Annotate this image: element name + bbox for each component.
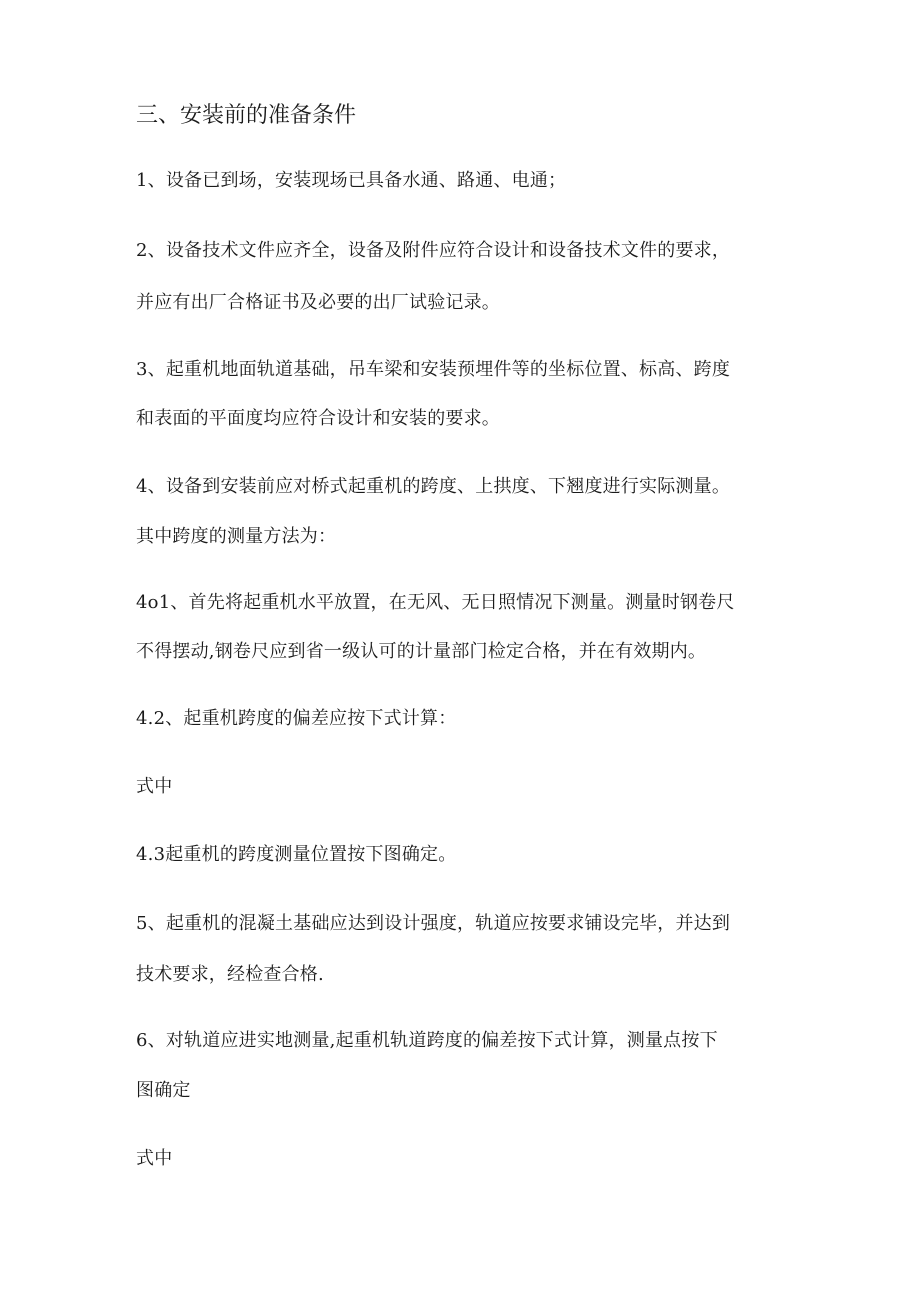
item-4-2-line-1: 4.2、起重机跨度的偏差应按下式计算：: [136, 708, 457, 729]
item-3-line-1: 3、起重机地面轨道基础，吊车梁和安装预埋件等的坐标位置、标高、跨度: [136, 359, 731, 380]
item-4-1-line-1: 4o1、首先将起重机水平放置，在无风、无日照情况下测量。测量时钢卷尺: [136, 592, 735, 613]
item-2-line-2: 并应有出厂合格证书及必要的出厂试验记录。: [136, 292, 500, 313]
item-5-line-2: 技术要求，经检查合格.: [136, 964, 324, 985]
item-1-line-1: 1、设备已到场，安装现场已具备水通、路通、电通；: [136, 170, 567, 191]
item-4-3-line-1: 4.3起重机的跨度测量位置按下图确定。: [136, 844, 457, 865]
item-3-line-2: 和表面的平面度均应符合设计和安装的要求。: [136, 408, 500, 429]
item-5-line-1: 5、起重机的混凝土基础应达到设计强度，轨道应按要求铺设完毕，并达到: [136, 913, 731, 934]
item-2-line-1: 2、设备技术文件应齐全，设备及附件应符合设计和设备技术文件的要求，: [136, 240, 731, 261]
formula-note-2: 式中: [136, 1148, 173, 1169]
item-4-line-2: 其中跨度的测量方法为：: [136, 526, 337, 547]
item-4-line-1: 4、设备到安装前应对桥式起重机的跨度、上拱度、下翘度进行实际测量。: [136, 476, 731, 497]
item-6-line-1: 6、对轨道应进实地测量,起重机轨道跨度的偏差按下式计算，测量点按下: [136, 1030, 718, 1051]
section-heading: 三、安装前的准备条件: [136, 103, 357, 128]
item-6-line-2: 图确定: [136, 1080, 191, 1101]
item-4-1-line-2: 不得摆动,钢卷尺应到省一级认可的计量部门检定合格，并在有效期内。: [136, 641, 707, 662]
formula-note-1: 式中: [136, 776, 173, 797]
